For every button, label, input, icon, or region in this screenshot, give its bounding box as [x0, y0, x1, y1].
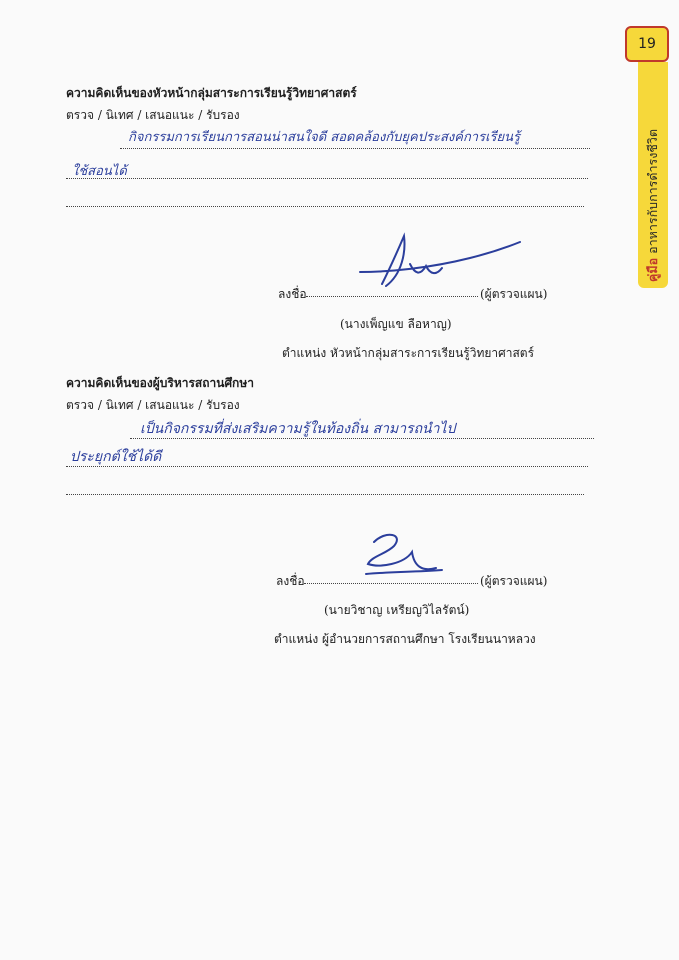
dotted-line — [66, 178, 588, 179]
dotted-line — [130, 438, 594, 439]
dotted-line — [66, 466, 588, 467]
signer-position-1: ตำแหน่ง หัวหน้ากลุ่มสาระการเรียนรู้วิทยาศาสตร์ — [282, 346, 535, 360]
signature-prefix-1: ลงชื่อ — [278, 287, 307, 301]
section1-comment-line2: ใช้สอนได้ — [72, 164, 127, 179]
signature-line-1 — [306, 296, 478, 297]
section1-comment-line1: กิจกรรมการเรียนการสอนน่าสนใจดี สอดคล้องกับยุคประสงค์การเรียนรู้ — [128, 130, 521, 145]
section1-heading: ความคิดเห็นของหัวหน้ากลุ่มสาระการเรียนรู้วิทยาศาสตร์ — [66, 86, 357, 100]
signature-2 — [352, 528, 452, 584]
signer-name-1: (นางเพ็ญแข ลือหาญ) — [340, 317, 452, 331]
section2-heading: ความคิดเห็นของผู้บริหารสถานศึกษา — [66, 376, 254, 390]
section2-comment-line2: ประยุกต์ใช้ได้ดี — [70, 449, 162, 465]
dotted-line — [66, 206, 584, 207]
dotted-line — [120, 148, 590, 149]
signature-line-2 — [304, 583, 478, 584]
side-tab-text: อาหารกับการดำรงชีวิต — [645, 129, 660, 258]
side-tab-highlight: คู่มือ — [645, 257, 660, 282]
signature-role-1: (ผู้ตรวจแผน) — [480, 287, 548, 301]
side-tab-label — [640, 56, 666, 282]
signer-name-2: (นายวิชาญ เหรียญวิไลรัตน์) — [324, 603, 470, 617]
section2-options: ตรวจ / นิเทศ / เสนอแนะ / รับรอง — [66, 398, 240, 412]
page-number: 19 — [638, 36, 656, 52]
dotted-line — [66, 494, 584, 495]
signature-role-2: (ผู้ตรวจแผน) — [480, 574, 548, 588]
signature-prefix-2: ลงชื่อ — [276, 574, 305, 588]
section1-options: ตรวจ / นิเทศ / เสนอแนะ / รับรอง — [66, 108, 240, 122]
section2-comment-line1: เป็นกิจกรรมที่ส่งเสริมความรู้ในท้องถิ่น สามารถนำไป — [140, 421, 456, 437]
signer-position-2: ตำแหน่ง ผู้อำนวยการสถานศึกษา โรงเรียนนาหลวง — [274, 632, 536, 646]
